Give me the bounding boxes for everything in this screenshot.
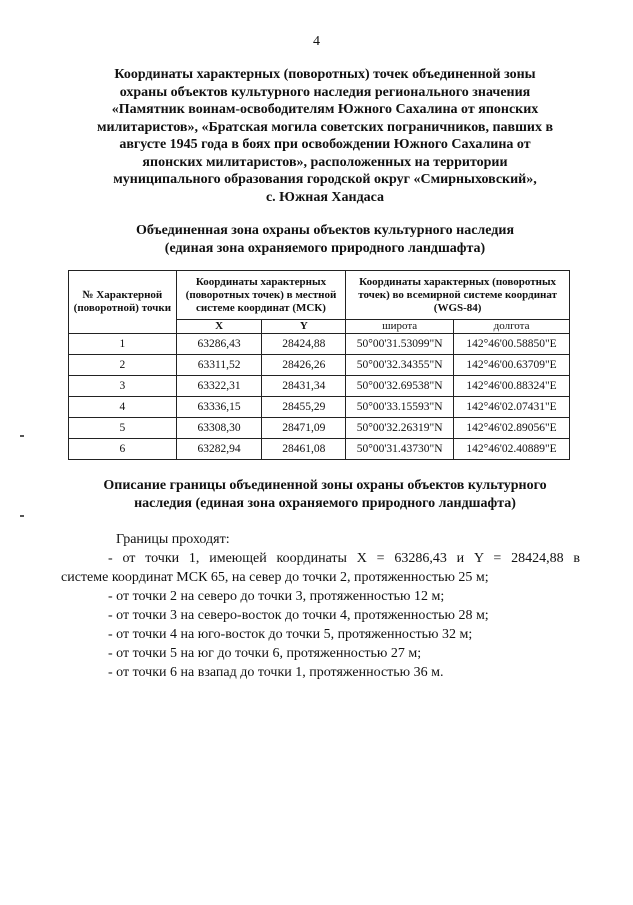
- cell-x: 63308,30: [176, 418, 262, 439]
- cell-longitude: 142°46'00.88324"E: [454, 376, 570, 397]
- body-line: системе координат МСК 65, на север до точки 2, протяженностью 25 м;: [61, 570, 489, 585]
- col-header-point: № Характерной (поворотной) точки: [69, 271, 177, 334]
- description-title: [80, 477, 570, 513]
- intro-line: Границы проходят:: [116, 532, 230, 547]
- document-title: [95, 66, 555, 206]
- cell-longitude: 142°46'02.40889"E: [454, 439, 570, 460]
- cell-point: 3: [69, 376, 177, 397]
- body-line: - от точки 4 на юго-восток до точки 5, протяженностью 32 м;: [108, 627, 473, 642]
- cell-latitude: 50°00'33.15593"N: [346, 397, 454, 418]
- col-header-y: Y: [262, 320, 346, 334]
- description-title-line: Описание границы объединенной зоны охраны объектов культурного: [103, 478, 547, 493]
- table-row: [69, 376, 570, 397]
- title-line: с. Южная Хандаса: [265, 189, 385, 205]
- cell-latitude: 50°00'31.43730"N: [346, 439, 454, 460]
- table-row: [69, 355, 570, 376]
- margin-mark: [20, 515, 24, 517]
- zone-title-line: Объединенная зона охраны объектов культурного наследия: [135, 223, 515, 238]
- cell-point: 1: [69, 334, 177, 355]
- table-row: [69, 334, 570, 355]
- cell-y: 28471,09: [262, 418, 346, 439]
- cell-longitude: 142°46'02.89056"E: [454, 418, 570, 439]
- title-line: японских милитаристов», расположенных на территории: [142, 154, 508, 170]
- col-header-wgs: Координаты характерных (поворотных точек) во всемирной системе координат (WGS-84): [346, 271, 570, 320]
- body-line: - от точки 6 на взапад до точки 1, протяженностью 36 м.: [108, 665, 444, 680]
- col-header-x: X: [176, 320, 262, 334]
- cell-latitude: 50°00'32.26319"N: [346, 418, 454, 439]
- cell-x: 63286,43: [176, 334, 262, 355]
- title-line: августе 1945 года в боях при освобождении Южного Сахалина от: [119, 137, 531, 152]
- cell-point: 2: [69, 355, 177, 376]
- cell-x: 63282,94: [176, 439, 262, 460]
- zone-title-line: (единая зона охраняемого природного ландшафта): [164, 241, 486, 256]
- cell-latitude: 50°00'31.53099"N: [346, 334, 454, 355]
- table-row: [69, 418, 570, 439]
- cell-y: 28426,26: [262, 355, 346, 376]
- col-header-latitude: широта: [346, 320, 454, 334]
- cell-x: 63336,15: [176, 397, 262, 418]
- cell-y: 28431,34: [262, 376, 346, 397]
- body-line: - от точки 3 на северо-восток до точки 4, протяженностью 28 м;: [108, 608, 489, 623]
- cell-point: 4: [69, 397, 177, 418]
- table-row: [69, 397, 570, 418]
- coordinates-table: [68, 270, 570, 460]
- col-header-longitude: долгота: [454, 320, 570, 334]
- cell-y: 28455,29: [262, 397, 346, 418]
- cell-point: 5: [69, 418, 177, 439]
- page-number: 4: [313, 34, 320, 49]
- title-line: муниципального образования городской округ «Смирныховский»,: [113, 172, 537, 187]
- title-line: Координаты характерных (поворотных) точек объединенной зоны: [114, 67, 536, 82]
- col-header-msk: Координаты характерных (поворотных точек) в местной системе координат (МСК): [176, 271, 345, 320]
- cell-longitude: 142°46'00.58850"E: [454, 334, 570, 355]
- zone-title: [95, 222, 555, 258]
- title-line: охраны объектов культурного наследия регионального значения: [119, 84, 531, 100]
- cell-latitude: 50°00'32.34355"N: [346, 355, 454, 376]
- cell-x: 63311,52: [176, 355, 262, 376]
- description-title-line: наследия (единая зона охраняемого природного ландшафта): [134, 496, 516, 511]
- cell-point: 6: [69, 439, 177, 460]
- cell-latitude: 50°00'32.69538"N: [346, 376, 454, 397]
- cell-y: 28424,88: [262, 334, 346, 355]
- margin-mark: [20, 435, 24, 437]
- title-line: милитаристов», «Братская могила советских пограничников, павших в: [96, 119, 554, 135]
- table-row: [69, 439, 570, 460]
- body-line: - от точки 2 на северо до точки 3, протяженностью 12 м;: [108, 589, 445, 604]
- boundary-description: [61, 530, 580, 682]
- body-line: - от точки 1, имеющей координаты X = 63286,43 и Y = 28424,88 в: [108, 551, 580, 566]
- cell-y: 28461,08: [262, 439, 346, 460]
- title-line: «Памятник воинам-освободителям Южного Сахалина от японских: [111, 102, 539, 117]
- cell-x: 63322,31: [176, 376, 262, 397]
- cell-longitude: 142°46'02.07431"E: [454, 397, 570, 418]
- cell-longitude: 142°46'00.63709"E: [454, 355, 570, 376]
- body-line: - от точки 5 на юг до точки 6, протяженностью 27 м;: [108, 646, 422, 661]
